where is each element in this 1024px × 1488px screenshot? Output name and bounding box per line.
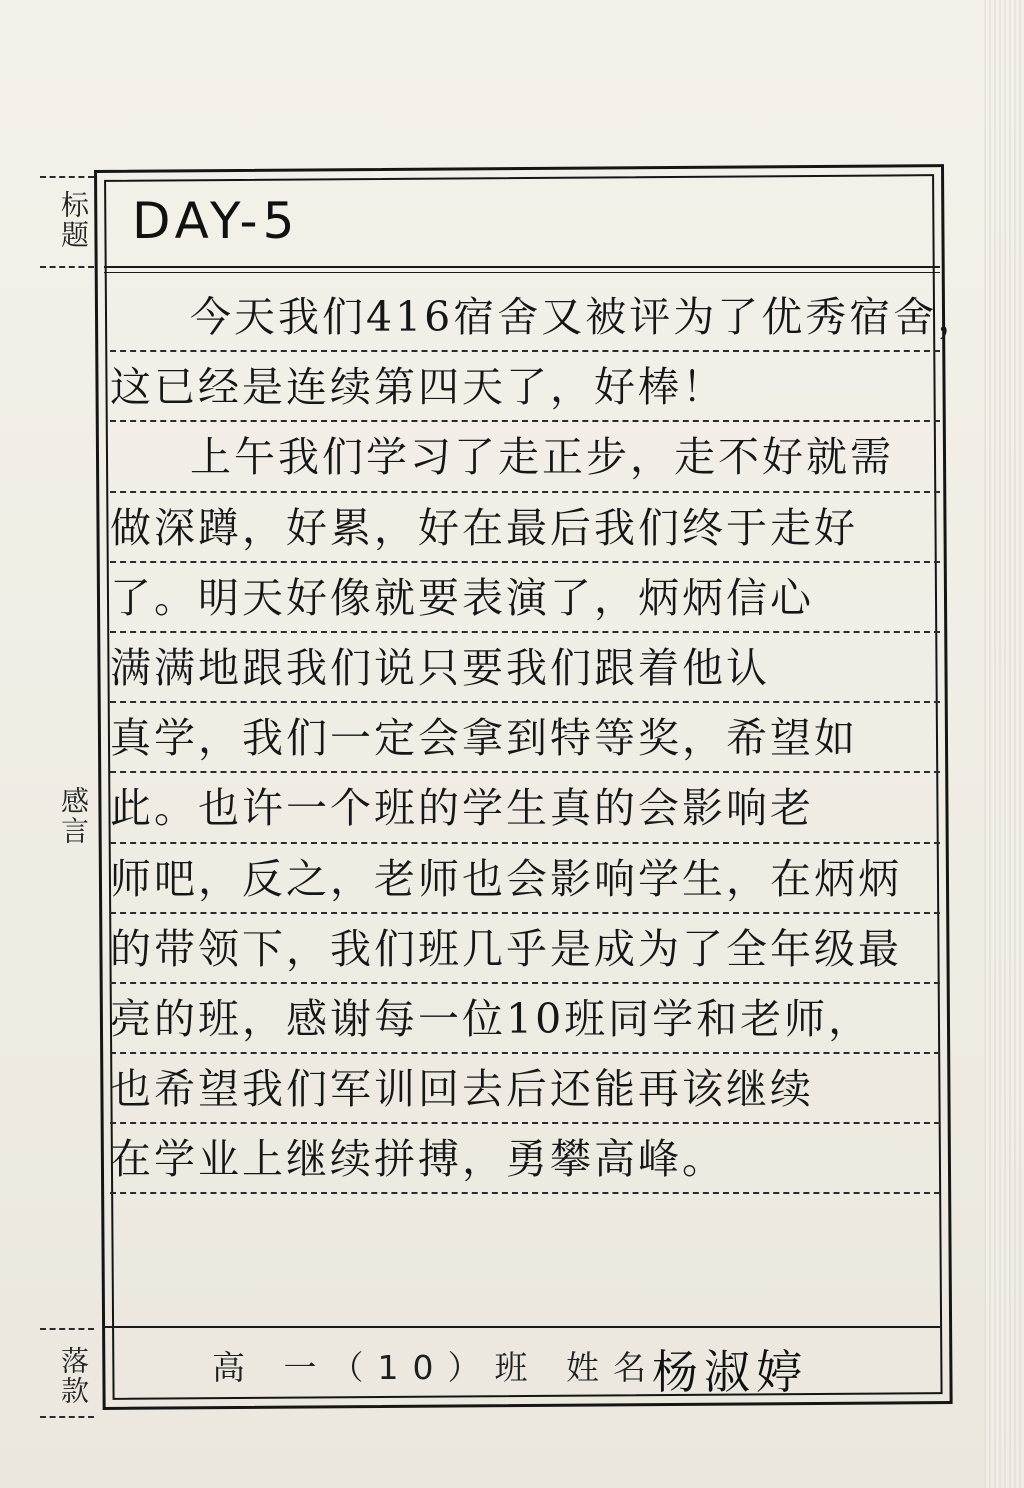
signature-rule — [104, 1326, 940, 1328]
margin-label-signature: 落款 — [57, 1346, 90, 1406]
margin-divider — [40, 1328, 94, 1330]
body-text — [110, 282, 982, 1194]
page-edge — [984, 0, 1024, 1488]
body-line: 的带领下，我们班几乎是成为了全年级最 — [110, 914, 940, 984]
margin-label-title: 标题 — [57, 190, 90, 250]
entry-title: DAY-5 — [132, 192, 300, 250]
student-name: 杨淑婷 — [652, 1345, 808, 1399]
body-line: 上午我们学习了走正步，走不好就需 — [110, 422, 940, 492]
title-rule — [104, 266, 940, 268]
margin-divider — [40, 176, 94, 178]
title-area — [104, 180, 934, 266]
body-line: 这已经是连续第四天了，好棒！ — [110, 352, 940, 422]
body-line: 也希望我们军训回去后还能再该继续 — [110, 1054, 940, 1124]
class-name-label: 高 一（10）班 姓名 — [212, 1348, 660, 1387]
margin-divider — [40, 266, 94, 268]
body-line: 师吧，反之，老师也会影响学生，在炳炳 — [110, 844, 940, 914]
body-line: 此。也许一个班的学生真的会影响老 — [110, 773, 940, 843]
body-line: 今天我们416宿舍又被评为了优秀宿舍， — [110, 282, 940, 352]
body-line: 亮的班，感谢每一位10班同学和老师， — [110, 984, 940, 1054]
signature-row — [104, 1332, 934, 1402]
body-line: 真学，我们一定会拿到特等奖，希望如 — [110, 703, 940, 773]
body-line: 满满地跟我们说只要我们跟着他认 — [110, 633, 940, 703]
margin-divider — [40, 1416, 94, 1418]
body-line: 了。明天好像就要表演了，炳炳信心 — [110, 563, 940, 633]
body-line: 做深蹲，好累，好在最后我们终于走好 — [110, 493, 940, 563]
margin-label-body: 感言 — [57, 786, 90, 846]
title-rule — [104, 272, 940, 273]
body-line: 在学业上继续拼搏，勇攀高峰。 — [110, 1124, 940, 1194]
